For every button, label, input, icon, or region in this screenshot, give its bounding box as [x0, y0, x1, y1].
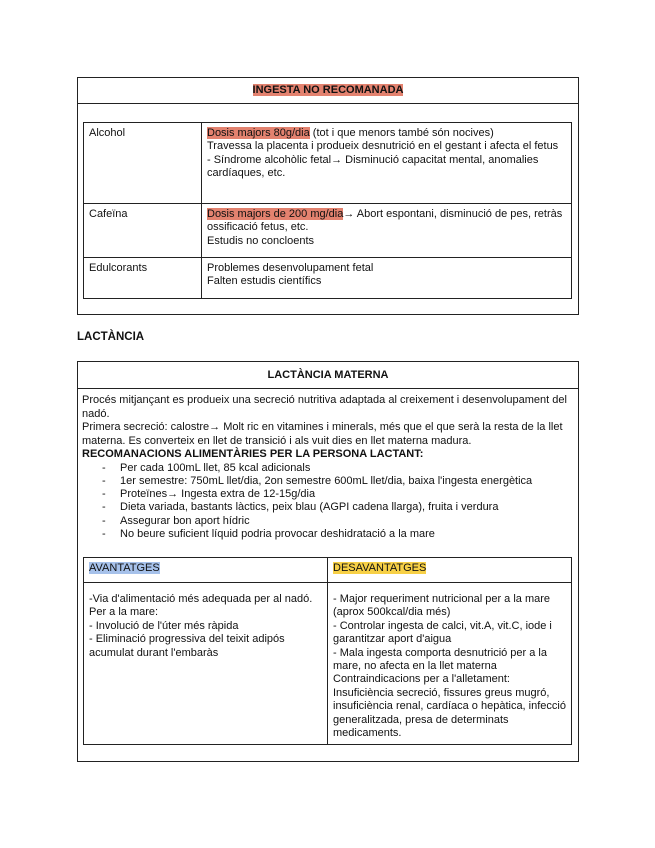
section-title: LACTÀNCIA: [77, 331, 145, 343]
row-highlight-rest: (tot i que menors també són nocives): [309, 127, 494, 139]
row-highlight: Dosis majors 80g/dia: [207, 127, 310, 139]
row-content: [202, 204, 572, 258]
table-row: [84, 558, 572, 583]
avantatges-line: -Via d'alimentació més adequada per al nadó.: [89, 593, 313, 605]
avantatges-line: - Eliminació progressiva del teixit adipós acumulat durant l'embaràs: [89, 633, 285, 659]
row-highlight-rest: → Abort espontani, disminució de pes, retràs ossificació fetus, etc.: [207, 208, 563, 234]
table-row: [84, 258, 572, 299]
avantatges-header-cell: [84, 558, 328, 583]
reco-list: [82, 462, 577, 542]
no-recomanada-header: INGESTA NO RECOMANADA: [252, 84, 404, 96]
lactancia-body: [82, 394, 577, 541]
list-item: - Proteïnes→ Ingesta extra de 12-15g/dia: [82, 488, 577, 501]
row-line: Falten estudis científics: [207, 275, 322, 288]
desavantatges-header-cell: [328, 558, 572, 583]
desavantatges-line: Insuficiència secreció, fissures greus mugró, insuficiència renal, cardíaca o hepàtica, infecció generalitzada, presa de determinats medicaments.: [333, 686, 566, 740]
list-item: - 1er semestre: 750mL llet/dia, 2on semestre 600mL llet/dia, baixa l'ingesta energètica: [82, 475, 577, 488]
lactancia-header: LACTÀNCIA MATERNA: [78, 362, 578, 389]
row-content: [202, 258, 572, 299]
row-line: Problemes desenvolupament fetal: [207, 262, 374, 274]
row-line: Travessa la placenta i produeix desnutrició en el gestant i afecta el fetus: [207, 140, 559, 153]
intro-paragraph: Primera secreció: calostre→ Molt ric en vitamines i minerals, més que el que serà la resta de la llet materna. Es converteix en llet de transició i als vuit dies en llet materna madura.: [82, 421, 563, 447]
list-item: - Per cada 100mL llet, 85 kcal adicionals: [82, 462, 577, 475]
pros-cons-table: [83, 557, 572, 745]
row-label: Alcohol: [84, 123, 202, 204]
row-highlight: Dosis majors de 200 mg/dia: [207, 208, 344, 220]
avantatges-header: AVANTATGES: [89, 562, 160, 574]
row-line: - Síndrome alcohòlic fetal→ Disminució capacitat mental, anomalies cardíaques, etc.: [207, 153, 539, 180]
list-item: - Dieta variada, bastants làctics, peix blau (AGPI cadena llarga), fruita i verdura: [82, 501, 577, 514]
avantatges-line: Per a la mare:: [89, 606, 159, 619]
desavantatges-line: Contraindicacions per a l'alletament:: [333, 673, 510, 686]
desavantatges-cell: [328, 583, 572, 745]
table-row: [84, 204, 572, 258]
table-row: [84, 583, 572, 745]
table-row: [84, 123, 572, 204]
row-content: [202, 123, 572, 204]
row-line: Estudis no concloents: [207, 234, 315, 247]
row-label: Edulcorants: [84, 258, 202, 299]
desavantatges-line: - Controlar ingesta de calci, vit.A, vit.C, iode i garantitzar aport d'aigua: [333, 619, 552, 646]
no-recomanada-header-row: [78, 78, 578, 104]
avantatges-cell: [84, 583, 328, 745]
intro-paragraph: Procés mitjançant es produeix una secreció nutritiva adaptada al creixement i desenvolupament del nadó.: [82, 394, 567, 420]
reco-title: RECOMANACIONS ALIMENTÀRIES PER LA PERSONA LACTANT:: [82, 448, 424, 460]
desavantatges-header: DESAVANTATGES: [333, 562, 427, 574]
desavantatges-line: - Major requeriment nutricional per a la mare (aprox 500kcal/dia més): [333, 593, 551, 619]
list-item: - Assegurar bon aport hídric: [82, 515, 577, 528]
desavantatges-line: - Mala ingesta comporta desnutrició per a la mare, no afecta en la llet materna: [333, 646, 547, 673]
row-label: Cafeïna: [84, 204, 202, 258]
avantatges-line: - Involució de l'úter més ràpida: [89, 619, 239, 632]
no-recomanada-table: [83, 122, 572, 299]
list-item: - No beure suficient líquid podria provocar deshidratació a la mare: [82, 528, 577, 541]
